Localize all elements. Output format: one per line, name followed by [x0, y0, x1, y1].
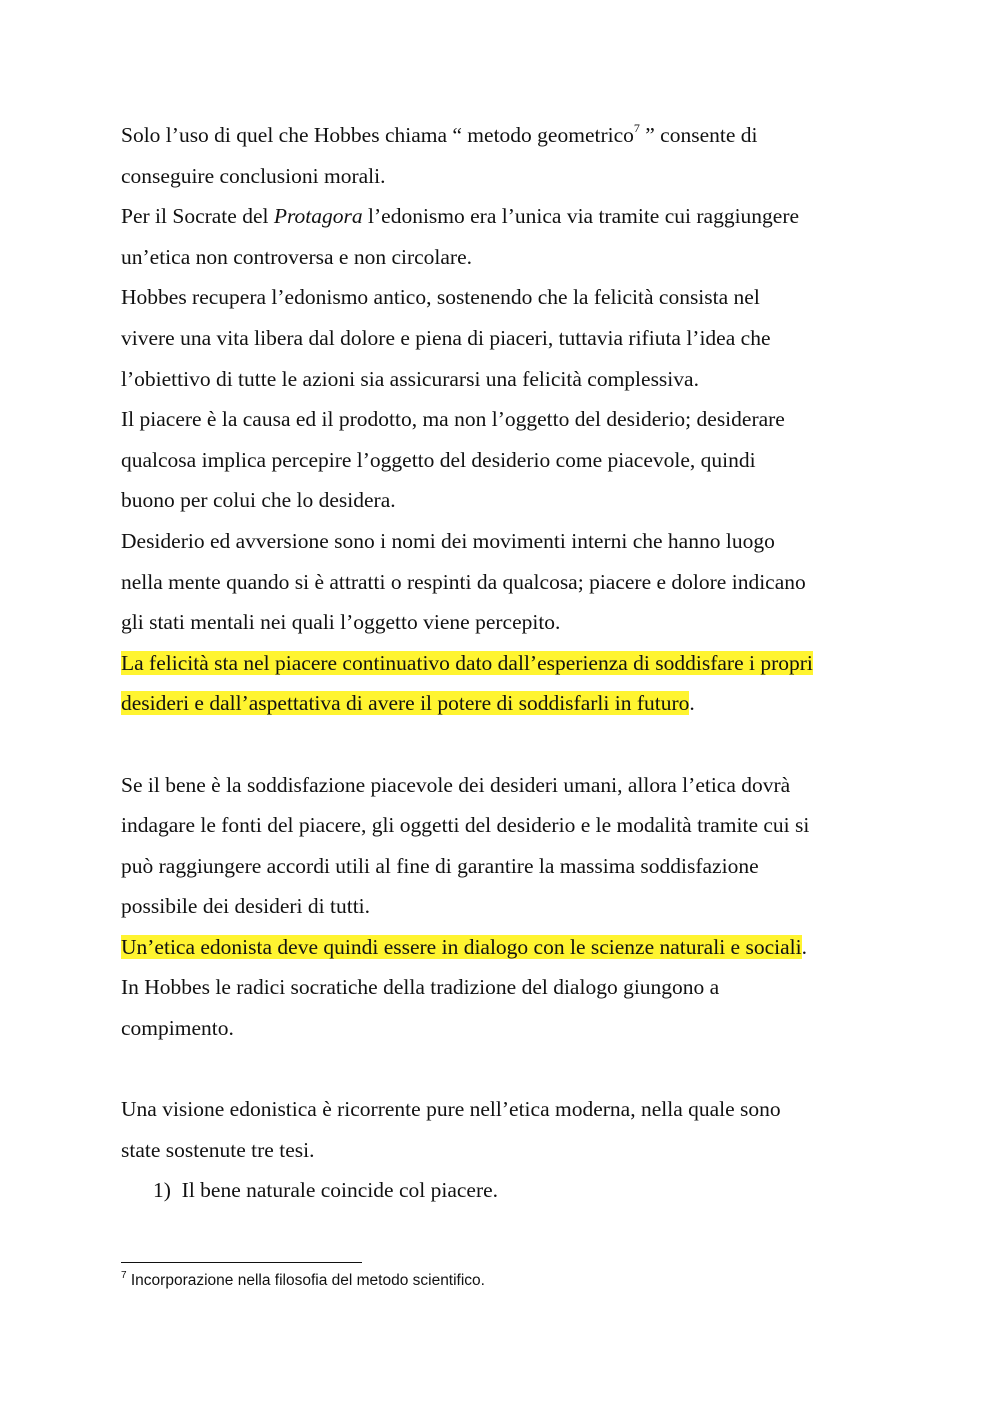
footnote-separator [121, 1262, 362, 1263]
text-line: un’etica non controversa e non circolare. [121, 244, 473, 269]
text-line: Una visione edonistica è ricorrente pure nell’etica moderna, nella quale sono [121, 1097, 781, 1122]
footnote [121, 1271, 485, 1291]
text-line: conseguire conclusioni morali. [121, 163, 386, 188]
text-line: gli stati mentali nei quali l’oggetto viene percepito. [121, 610, 561, 635]
paragraph-gap [121, 724, 891, 765]
text-line: Il piacere è la causa ed il prodotto, ma non l’oggetto del desiderio; desiderare [121, 407, 785, 432]
text-line: Se il bene è la soddisfazione piacevole dei desideri umani, allora l’etica dovrà [121, 772, 791, 797]
list-item-text: Il bene naturale coincide col piacere. [181, 1178, 499, 1203]
list-marker: 1) [153, 1178, 171, 1203]
footnote-number: 7 [121, 1269, 127, 1281]
italic-title: Protagora [273, 204, 363, 229]
text-line [121, 643, 891, 684]
paragraph-gap [121, 1049, 891, 1090]
text-run: . [689, 691, 695, 716]
body-text [121, 115, 891, 1211]
text-run: ” consente di [639, 123, 758, 147]
text-line: state sostenute tre tesi. [121, 1137, 315, 1162]
text-line [121, 927, 891, 968]
text-line: Desiderio ed avversione sono i nomi dei movimenti interni che hanno luogo [121, 528, 775, 553]
text-line: compimento. [121, 1016, 234, 1041]
text-line: nella mente quando si è attratti o respinti da qualcosa; piacere e dolore indicano [121, 569, 806, 594]
text-line: vivere una vita libera dal dolore e piena di piaceri, tuttavia rifiuta l’idea che [121, 325, 771, 350]
highlighted-text: desideri e dall’aspettativa di avere il potere di soddisfarli in futuro [121, 691, 690, 716]
highlighted-text: La felicità sta nel piacere continuativo dato dall’esperienza di soddisfare i propri [121, 650, 813, 675]
highlighted-text: Un’etica edonista deve quindi essere in dialogo con le scienze naturali e sociali [121, 934, 802, 959]
text-line: può raggiungere accordi utili al fine di garantire la massima soddisfazione [121, 853, 759, 878]
text-line: buono per colui che lo desidera. [121, 488, 396, 513]
list-item [121, 1170, 891, 1211]
text-line: qualcosa implica percepire l’oggetto del desiderio come piacevole, quindi [121, 447, 756, 472]
text-line: indagare le fonti del piacere, gli oggetti del desiderio e le modalità tramite cui si [121, 813, 810, 838]
text-line: Hobbes recupera l’edonismo antico, sostenendo che la felicità consista nel [121, 285, 760, 310]
text-line: l’obiettivo di tutte le azioni sia assicurarsi una felicità complessiva. [121, 366, 699, 391]
text-run: Solo l’uso di quel che Hobbes chiama “ metodo geometrico [121, 123, 634, 147]
text-line [121, 115, 891, 156]
footnote-text: Incorporazione nella filosofia del metodo scientifico. [126, 1272, 485, 1289]
text-line [121, 683, 891, 724]
text-line [121, 196, 891, 237]
text-line: possibile dei desideri di tutti. [121, 894, 371, 919]
text-run: . [801, 934, 807, 959]
footnote-reference[interactable]: 7 [633, 120, 640, 135]
text-line: In Hobbes le radici socratiche della tradizione del dialogo giungono a [121, 975, 720, 1000]
text-run: l’edonismo era l’unica via tramite cui raggiungere [362, 204, 800, 229]
text-run: Per il Socrate del [121, 204, 274, 229]
